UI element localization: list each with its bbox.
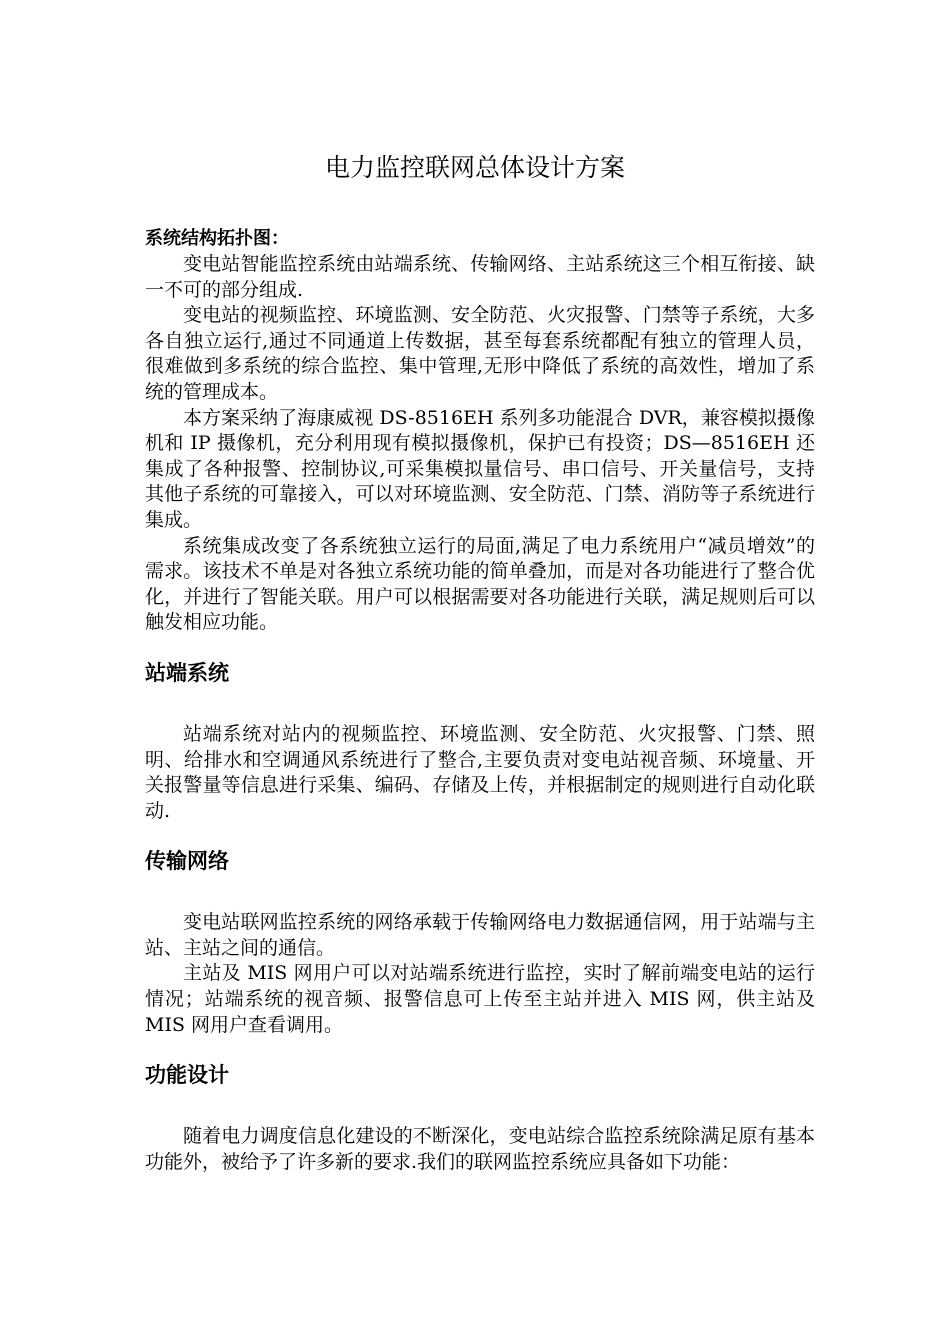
document-body (145, 226, 815, 1175)
topology-paragraph-1: 变电站智能监控系统由站端系统、传输网络、主站系统这三个相互衔接、缺一不可的部分组成. (145, 253, 815, 301)
station-system-paragraph: 站端系统对站内的视频监控、环境监测、安全防范、火灾报警、门禁、照明、给排水和空调通风系统进行了整合,主要负责对变电站视音频、环境量、开关报警量等信息进行采集、编码、存储及上传，并根据制定的规则进行自动化联动. (145, 722, 815, 822)
topology-paragraph-2: 变电站的视频监控、环境监测、安全防范、火灾报警、门禁等子系统，大多各自独立运行,通过不同通道上传数据，甚至每套系统都配有独立的管理人员，很难做到多系统的综合监控、集中管理,无形中降低了系统的高效性，增加了系统的管理成本。 (145, 304, 815, 403)
topology-paragraph-3: 本方案采纳了海康威视 DS-8516EH 系列多功能混合 DVR，兼容模拟摄像机和 IP 摄像机，充分利用现有模拟摄像机，保护已有投资；DS—8516EH 还集成了各种报警、控制协议,可采集模拟量信号、串口信号、开关量信号，支持其他子系统的可靠接入，可以对环境监测、安全防范、门禁、消防等子系统进行集成。 (145, 406, 815, 531)
spacer (145, 824, 815, 846)
spacer (145, 688, 815, 722)
topology-heading: 系统结构拓扑图： (145, 228, 289, 249)
transmission-network-paragraph-1: 变电站联网监控系统的网络承载于传输网络电力数据通信网，用于站端与主站、主站之间的通信。 (145, 911, 815, 959)
spacer (145, 636, 815, 658)
spacer (145, 1038, 815, 1060)
transmission-network-paragraph-2: 主站及 MIS 网用户可以对站端系统进行监控，实时了解前端变电站的运行情况；站端系统的视音频、报警信息可上传至主站并进入 MIS 网，供主站及 MIS 网用户查看调用。 (145, 962, 815, 1036)
function-design-heading: 功能设计 (145, 1063, 229, 1088)
station-system-heading: 站端系统 (145, 660, 229, 685)
spacer (145, 1090, 815, 1124)
transmission-network-heading: 传输网络 (145, 849, 229, 874)
document-title: 电力监控联网总体设计方案 (324, 153, 625, 182)
function-design-paragraph: 随着电力调度信息化建设的不断深化，变电站综合监控系统除满足原有基本功能外，被给予了许多新的要求.我们的联网监控系统应具备如下功能： (145, 1125, 815, 1173)
topology-paragraph-4: 系统集成改变了各系统独立运行的局面,满足了电力系统用户“减员增效”的需求。该技术不单是对各独立系统功能的简单叠加，而是对各功能进行了整合优化，并进行了智能关联。用户可以根据需要对各功能进行关联，满足规则后可以触发相应功能。 (145, 534, 815, 634)
spacer (145, 876, 815, 910)
